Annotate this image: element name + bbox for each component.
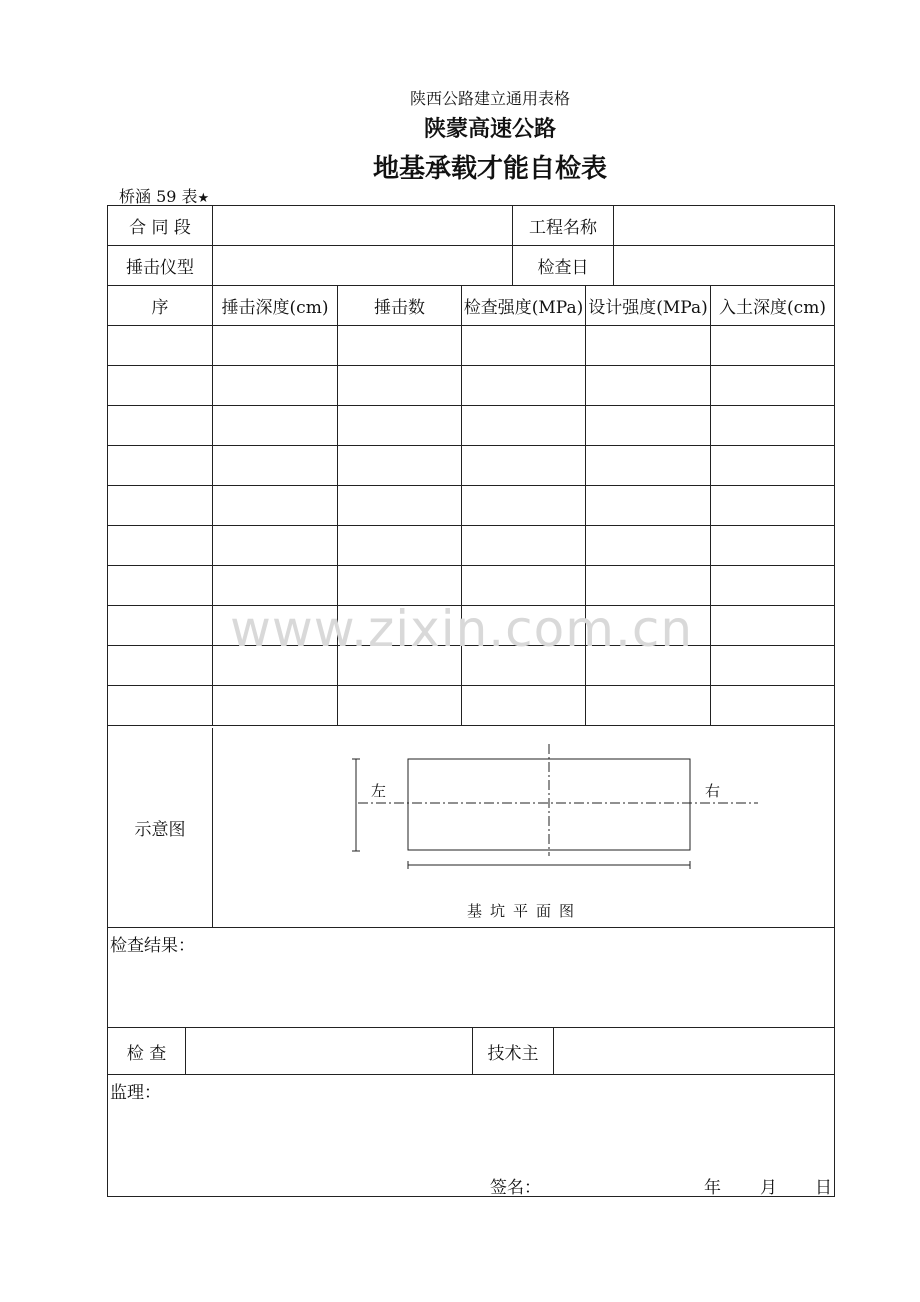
table-cell[interactable] bbox=[108, 526, 213, 566]
table-cell[interactable] bbox=[338, 366, 462, 406]
project-label: 工程名称 bbox=[529, 218, 597, 238]
contract-label-cell bbox=[108, 206, 213, 246]
day-label: 日 bbox=[815, 1178, 832, 1198]
table-cell[interactable] bbox=[108, 446, 213, 486]
table-cell[interactable] bbox=[338, 526, 462, 566]
contract-label: 合 同 段 bbox=[129, 218, 191, 238]
table-cell[interactable] bbox=[213, 326, 338, 366]
table-cell[interactable] bbox=[108, 566, 213, 606]
column-header: 入土深度(cm) bbox=[711, 286, 834, 326]
table-cell[interactable] bbox=[586, 526, 711, 566]
table-cell[interactable] bbox=[586, 406, 711, 446]
form-number-text: 桥涵 59 表 bbox=[119, 187, 198, 206]
table-cell[interactable] bbox=[711, 406, 834, 446]
project-label-cell bbox=[513, 206, 614, 246]
table-cell[interactable] bbox=[462, 406, 586, 446]
table-cell[interactable] bbox=[213, 366, 338, 406]
column-header: 设计强度(MPa) bbox=[586, 286, 711, 326]
table-cell[interactable] bbox=[711, 366, 834, 406]
table-cell[interactable] bbox=[108, 686, 213, 726]
table-cell[interactable] bbox=[108, 646, 213, 686]
tech-value-cell[interactable] bbox=[554, 1028, 834, 1075]
table-cell[interactable] bbox=[338, 446, 462, 486]
table-cell[interactable] bbox=[108, 366, 213, 406]
table-cell[interactable] bbox=[108, 326, 213, 366]
table-cell[interactable] bbox=[711, 446, 834, 486]
diagram-left-label: 左 bbox=[371, 782, 387, 800]
table-cell[interactable] bbox=[338, 406, 462, 446]
tech-label-cell bbox=[473, 1028, 554, 1075]
watermark: www.zixin.com.cn bbox=[230, 600, 694, 658]
instrument-value-cell[interactable] bbox=[213, 246, 513, 286]
table-cell[interactable] bbox=[213, 406, 338, 446]
table-cell[interactable] bbox=[711, 486, 834, 526]
year-label: 年 bbox=[704, 1178, 721, 1198]
table-cell[interactable] bbox=[586, 446, 711, 486]
result-label: 检查结果： bbox=[110, 936, 195, 956]
inspect-label: 检 查 bbox=[126, 1043, 167, 1064]
table-cell[interactable] bbox=[711, 646, 834, 686]
date-label: 检查日 bbox=[537, 258, 589, 278]
table-cell[interactable] bbox=[711, 686, 834, 726]
project-title: 陕蒙高速公路 bbox=[423, 117, 556, 142]
form-number bbox=[119, 184, 209, 207]
table-cell[interactable] bbox=[213, 446, 338, 486]
star-icon: ★ bbox=[197, 191, 210, 206]
diagram-right-label: 右 bbox=[705, 782, 721, 800]
table-cell[interactable] bbox=[213, 486, 338, 526]
column-header: 检查强度(MPa) bbox=[462, 286, 586, 326]
table-cell[interactable] bbox=[338, 326, 462, 366]
project-value-cell[interactable] bbox=[614, 206, 834, 246]
contract-value-cell[interactable] bbox=[213, 206, 513, 246]
signature-label: 签名： bbox=[490, 1178, 541, 1198]
inspect-label-cell bbox=[108, 1028, 186, 1075]
table-cell[interactable] bbox=[586, 686, 711, 726]
date-value-cell[interactable] bbox=[614, 246, 834, 286]
instrument-label-cell bbox=[108, 246, 213, 286]
supervision-label: 监理： bbox=[110, 1083, 161, 1103]
table-cell[interactable] bbox=[462, 486, 586, 526]
table-cell[interactable] bbox=[462, 446, 586, 486]
table-cell[interactable] bbox=[711, 606, 834, 646]
table-cell[interactable] bbox=[338, 486, 462, 526]
table-cell[interactable] bbox=[586, 486, 711, 526]
instrument-label: 捶击仪型 bbox=[126, 258, 194, 278]
table-cell[interactable] bbox=[711, 566, 834, 606]
table-cell[interactable] bbox=[462, 366, 586, 406]
table-cell[interactable] bbox=[462, 326, 586, 366]
table-cell[interactable] bbox=[711, 526, 834, 566]
table-cell[interactable] bbox=[108, 606, 213, 646]
pit-plan-diagram bbox=[213, 728, 834, 928]
table-cell[interactable] bbox=[108, 406, 213, 446]
table-cell[interactable] bbox=[338, 686, 462, 726]
form-title: 地基承载才能自检表 bbox=[372, 154, 607, 184]
month-label: 月 bbox=[760, 1178, 777, 1198]
result-cell[interactable] bbox=[108, 928, 834, 1028]
column-header: 序 bbox=[108, 286, 213, 326]
form-series-title: 陕西公路建立通用表格 bbox=[409, 89, 570, 108]
inspect-value-cell[interactable] bbox=[186, 1028, 473, 1075]
diagram-label: 示意图 bbox=[134, 820, 186, 840]
table-cell[interactable] bbox=[213, 686, 338, 726]
table-cell[interactable] bbox=[711, 326, 834, 366]
table-cell[interactable] bbox=[586, 366, 711, 406]
column-header: 捶击数 bbox=[338, 286, 462, 326]
table-cell[interactable] bbox=[462, 686, 586, 726]
table-cell[interactable] bbox=[462, 526, 586, 566]
table-cell[interactable] bbox=[586, 326, 711, 366]
date-label-cell bbox=[513, 246, 614, 286]
table-cell[interactable] bbox=[108, 486, 213, 526]
tech-label: 技术主 bbox=[487, 1043, 539, 1064]
table-cell[interactable] bbox=[213, 526, 338, 566]
diagram-label-cell bbox=[108, 728, 213, 928]
diagram-caption: 基坑平面图 bbox=[467, 902, 583, 920]
column-header: 捶击深度(cm) bbox=[213, 286, 338, 326]
